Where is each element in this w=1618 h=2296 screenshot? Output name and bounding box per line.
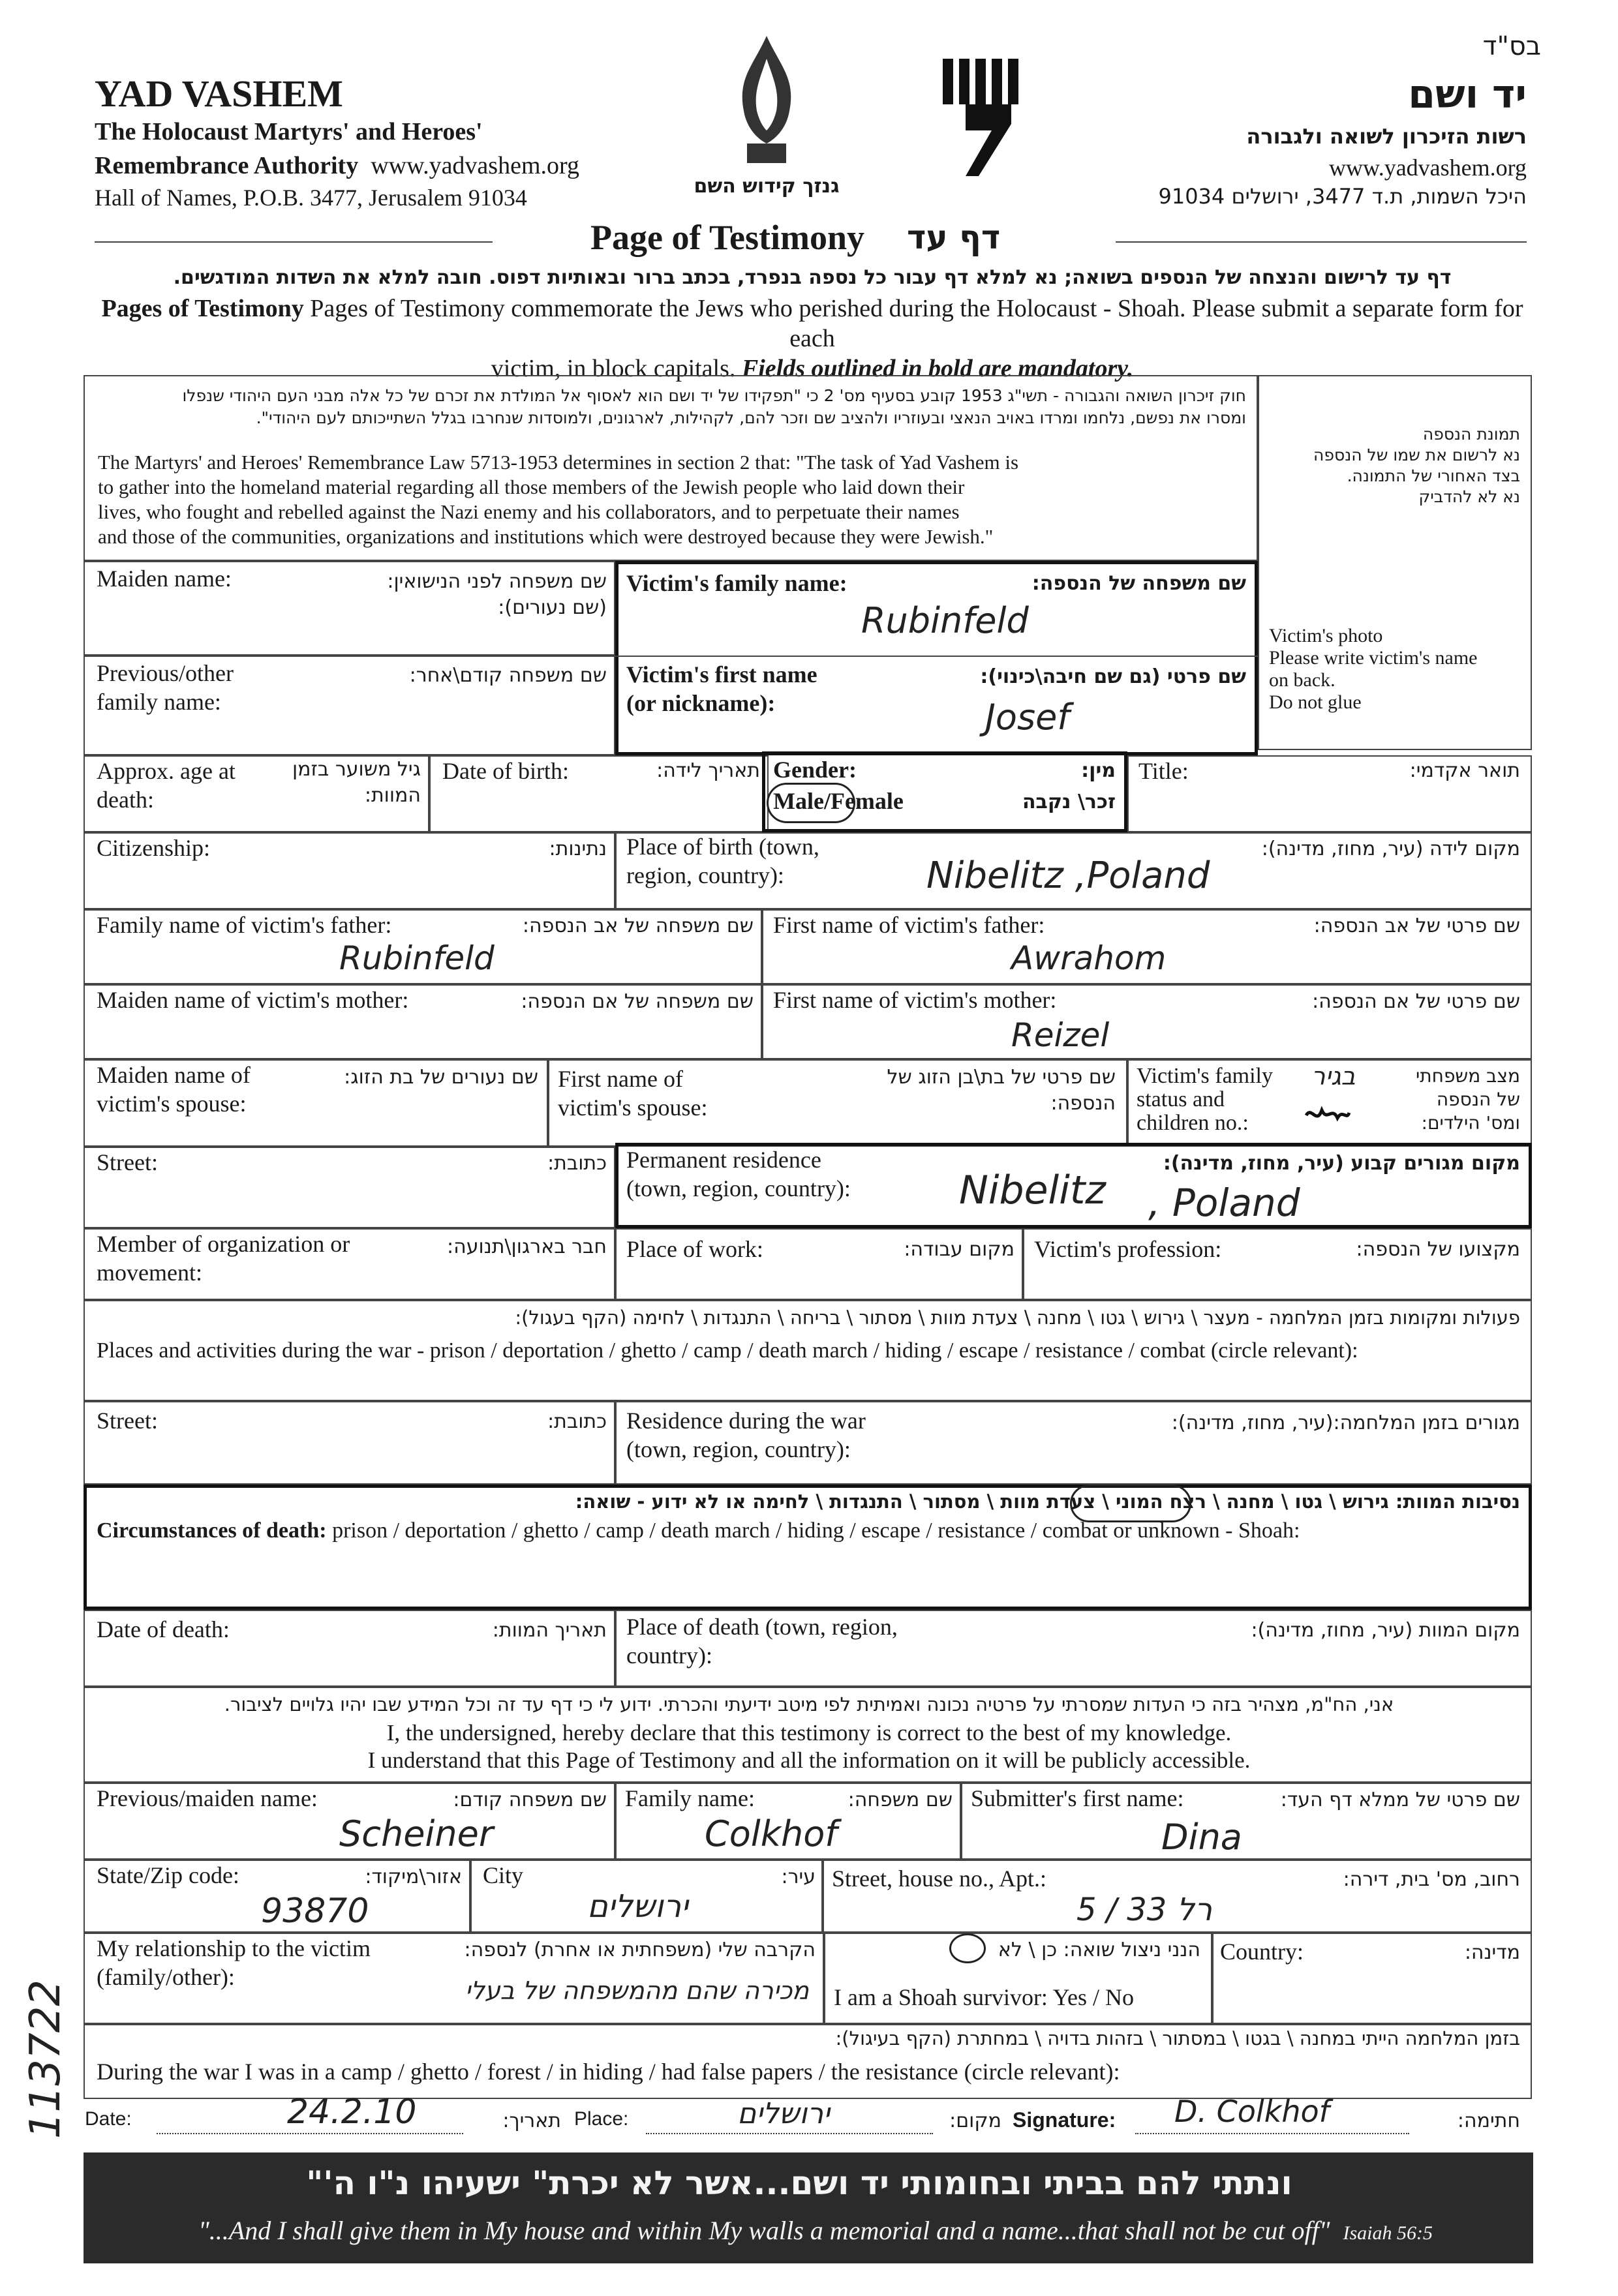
death-date-label-he: תאריך המוות: [492,1619,607,1642]
wartime-residence-label-he: מגורים בזמן המלחמה:(עיר, מחוז, מדינה): [1171,1412,1520,1434]
photo-en-line4: Do not glue [1269,691,1362,713]
quote-banner-en [111,2215,1520,2246]
age-en-line1: Approx. age at [97,758,236,784]
website-link-he[interactable]: www.yadvashem.org [1329,155,1527,181]
family-first-divider [615,656,1258,657]
law-en-line1: The Martyrs' and Heroes' Remembrance Law 5713-1953 determines in section 2 that: "The task of Yad Vashem is [98,451,1019,474]
title-rule-right [1116,241,1527,243]
permanent-residence-value2[interactable]: , Poland [1148,1181,1300,1225]
header-authority-en [95,151,579,180]
rel-en-line2: (family/other): [97,1964,235,1990]
family-status-value[interactable]: בגיר [1311,1062,1356,1091]
declaration-en-line2: I understand that this Page of Testimony and all the information on it will be publicly accessible. [367,1747,1251,1773]
submitter-prev-name-label-he: שם משפחה קודם: [453,1789,607,1811]
spouse-maiden-label [97,1061,251,1118]
law-en-line3: lives, who fought and rebelled against the Nazi enemy and his collaborators, and to perpetuate their names [98,500,960,523]
gender-options[interactable]: Male/Female [773,788,904,814]
member-en-line1: Member of organization or [97,1231,350,1257]
law-he-line1: חוק זיכרון השואה והגבורה - תשי"ג 1953 קובע בסעיף מס' 2 כי "תפקידו של יד ושם הוא לאסוף אל המולדת את זכרם של כל אלה מבני העם היהודי שנפלו [182,386,1246,405]
war-activities-label-he: פעולות ומקומות בזמן המלחמה - מעצר \ גירוש \ גטו \ מחנה \ צעדת מוות \ מסתור \ בריחה \ התנגדות \ לחימה (הקף בעגול): [515,1307,1520,1329]
submitter-street-label-he: רחוב, מס' בית, דירה: [1343,1868,1520,1891]
flame-logo [727,33,806,170]
place-label: Place: [574,2108,629,2130]
submitter-prev-name-value[interactable]: Scheiner [339,1813,494,1854]
mother-first-label: First name of victim's mother: [773,987,1057,1013]
dob-label-he: תאריך לידה: [656,759,760,782]
wartime-residence-label [626,1406,866,1464]
survivor-label-he: הנני ניצול שואה: כן \ לא [998,1939,1200,1961]
first-name-value[interactable]: Josef [985,697,1070,738]
father-family-label: Family name of victim's father: [97,912,392,938]
spouse-maiden-label-he: שם נעורים של בת הזוג: [344,1066,538,1089]
yad-vashem-emblem [939,52,1024,183]
zip-label-he: אזור\מיקוד: [365,1865,462,1888]
first-name-label-he: שם פרטי (גם שם חיבה\כינוי): [980,665,1246,688]
country-label: Country: [1220,1939,1304,1965]
family-status-label [1137,1065,1273,1135]
header-address-he: היכל השמות, ת.ד 3477, ירושלים 91034 [1158,184,1527,209]
war-activities-label: Places and activities during the war - prison / deportation / ghetto / camp / death march / hiding / escape / resistance / combat (circle relevant): [97,1338,1358,1363]
father-first-label: First name of victim's father: [773,912,1045,938]
wartime-street-label-he: כתובת: [547,1410,607,1433]
intro-en-line1: Pages of Testimony commemorate the Jews who perished during the Holocaust - Shoah. Please submit a separate form for each [310,295,1523,352]
wres-en-line1: Residence during the war [626,1408,866,1434]
status-he-line1: מצב משפחתי [1415,1065,1520,1087]
submitter-street-label: Street, house no., Apt.: [832,1865,1046,1892]
status-he-line2: של הנספה [1436,1089,1520,1110]
title-rule-left [95,241,493,243]
submitter-family-value[interactable]: Colkhof [705,1813,838,1854]
spouse-first-he-line1: שם פרטי של בת\בן הזוג של [887,1066,1116,1089]
header-sub-en: The Holocaust Martyrs' and Heroes' [95,118,483,145]
country-label-he: מדינה: [1464,1941,1520,1964]
declaration-he: אני, הח"מ, מצהיר בזה כי העדות שמסרתי על פרטיה נכונה ואמיתית לפי מיטב ידיעתי והכרתי. ידוע לי כי דף עד זה וכל המידע שבו יהיו גלויים לציבור. [224,1693,1394,1715]
father-family-value[interactable]: Rubinfeld [339,939,495,977]
citizenship-label-he: נתינות: [549,838,607,860]
spouse-first-en-line1: First name of [558,1066,683,1092]
profession-label: Victim's profession: [1034,1236,1222,1262]
maiden-name-label: Maiden name: [97,566,232,592]
member-en-line2: movement: [97,1260,202,1286]
profession-label-he: מקצועו של הנספה: [1356,1238,1520,1261]
member-label-he: חבר בארגון\תנועה: [447,1235,607,1258]
logo-caption: גנזך קידוש השם [694,175,840,198]
age-label-he [274,757,421,809]
margin-number: 113722 [22,1979,70,2139]
law-he-line2: ומסרו את נפשם, נלחמו ומרדו באויב הנאצי ובעוזריו ולהציב שם וזכר להם, לקהילות, לארגונים, ולמוסדות שנחרבו בגלל השתייכותם לעם היהודי". [256,408,1246,427]
signature-line [1135,2133,1409,2134]
photo-he [1266,424,1520,507]
first-en-line1: Victim's first name [626,661,817,687]
photo-en-line3: on back. [1269,669,1336,691]
submitter-first-label: Submitter's first name: [971,1785,1184,1811]
header-sub-he: רשות הזיכרון לשואה ולגבורה [1246,124,1527,149]
title-label-he: תואר אקדמי: [1409,759,1520,782]
quote-en-text: "...And I shall give them in My house and within My walls a memorial and a name...that shall not be cut off" [198,2216,1330,2245]
header-address-en: Hall of Names, P.O.B. 3477, Jerusalem 91034 [95,185,527,211]
header-org-en: YAD VASHEM [95,72,343,115]
photo-en-line1: Victim's photo [1269,625,1383,646]
quote-banner-he: ונתתי להם בביתי ובחומותי יד ושם...אשר לא יכרת" ישעיהו נ"ו ה'" [306,2164,1292,2202]
scribble-mark [1305,1102,1351,1127]
status-en-line3: children no.: [1137,1111,1249,1135]
maiden-he-line1: שם משפחה לפני הנישואין: [387,570,607,593]
perm-en-line2: (town, region, country): [626,1175,851,1201]
birthplace-label-he: מקום לידה (עיר, מחוז, מדינה): [1261,838,1520,860]
spouse-first-label [558,1065,707,1122]
street-label: Street: [97,1149,158,1175]
death-date-label: Date of death: [97,1616,230,1642]
gender-label-he: מין: [1081,759,1116,782]
page-title-en: Page of Testimony [590,218,865,257]
gender-options-he[interactable]: זכר\ נקבה [1022,791,1116,813]
father-family-label-he: שם משפחה של אב הנספה: [522,914,754,937]
mother-maiden-label-he: שם משפחה של אם הנספה: [521,990,754,1013]
pob-en-line1: Place of birth (town, [626,834,819,860]
intro-he: דף עד לרישום והנצחה של הנספים בשואה; נא למלא דף עבור כל נספה בנפרד, בכתב ברור ובאותיות דפוס. חובה למלא את השדות המודגשים. [173,266,1452,289]
header-org-he: יד ושם [1408,72,1527,117]
spouse-first-he-line2: הנספה: [1050,1092,1116,1115]
date-line [157,2133,463,2134]
signature-label-he: חתימה: [1457,2109,1520,2132]
intro-en: Pages of Testimony Pages of Testimony commemorate the Jews who perished during the Holocaust - Shoah. Please submit a separate form for each victim, in block capitals. Fields outlined in bold are mandatory. [101,295,1523,382]
mother-first-label-he: שם פרטי של אם הנספה: [1312,990,1520,1013]
family-status-label-he [1390,1065,1520,1135]
dob-label: Date of birth: [442,758,569,784]
status-en-line2: status and [1137,1087,1225,1111]
spouse-maiden-en-line2: victim's spouse: [97,1091,247,1117]
photo-en-line2: Please write victim's name [1269,647,1478,669]
father-first-label-he: שם פרטי של אב הנספה: [1313,914,1520,937]
spouse-first-en-line2: victim's spouse: [558,1095,708,1121]
maiden-name-label-he [352,569,607,621]
law-en-line4: and those of the communities, organizations and institutions which were destroyed because they were Jewish." [98,525,994,548]
member-label [97,1230,350,1287]
law-en [98,450,1246,549]
family-name-value[interactable]: Rubinfeld [861,600,1029,641]
family-name-label-he: שם משפחה של הנספה: [1031,572,1246,595]
gender-label: Gender: [773,757,857,783]
submitter-first-label-he: שם פרטי של ממלא דף העד: [1280,1789,1520,1811]
website-link-en[interactable]: www.yadvashem.org [371,152,579,179]
workplace-label-he: מקום עבודה: [904,1238,1015,1261]
spouse-maiden-en-line1: Maiden name of [97,1062,251,1088]
place-value[interactable]: ירושלים [737,2097,830,2130]
date-label-he: תאריך: [502,2109,561,2132]
city-value[interactable]: ירושלים [587,1888,688,1925]
wartime-street-label: Street: [97,1408,158,1434]
permanent-residence-label-he: מקום מגורים קבוע (עיר, מחוז, מדינה): [1163,1152,1520,1175]
law-en-line2: to gather into the homeland material regarding all those members of the Jewish people who laid down their [98,476,965,498]
place-label-he: מקום: [949,2109,1001,2132]
survivor-no-circled-mark [949,1933,986,1963]
photo-he-line3: בצד האחורי של התמונה. [1347,466,1520,485]
perm-en-line1: Permanent residence [626,1147,821,1173]
place-line [646,2133,933,2134]
title-label: Title: [1138,758,1189,784]
date-label: Date: [85,2108,132,2130]
birthplace-label [626,832,819,890]
death-circumstances-label-he: נסיבות המוות: גירוש \ גטו \ מחנה \ רצח המוני \ צעדת מוות \ מסתור \ התנגדות \ לחימה או לא ידוע - שואה: [575,1490,1520,1513]
relationship-label-he: הקרבה שלי (משפחתית או אחרת) לנספה: [464,1939,816,1961]
zip-label: State/Zip code: [97,1862,239,1888]
signature-label: Signature: [1013,2108,1116,2132]
submitter-family-label-he: שם משפחה: [847,1789,953,1811]
mother-maiden-label: Maiden name of victim's mother: [97,987,409,1013]
submitter-family-label: Family name: [625,1785,755,1811]
signature-value[interactable]: D. Colkhof [1174,2094,1330,2129]
intro-mandatory-note: Fields outlined in bold are mandatory. [741,355,1134,382]
circ-en-bold: Circumstances of death: [97,1518,327,1543]
age-he-line2: המוות: [364,784,421,807]
male-circled-mark [767,783,855,823]
submitter-war-label-he: בזמן המלחמה הייתי במחנה \ בגטו \ במסתור \ בזהות בדויה \ במחתרת (הקף בעיגול): [835,2027,1520,2049]
citizenship-label: Citizenship: [97,835,210,861]
spouse-first-label-he [835,1065,1116,1117]
authority-label: Remembrance Authority [95,152,359,179]
pod-en-line1: Place of death (town, region, [626,1614,898,1640]
family-name-label: Victim's family name: [626,570,847,596]
death-place-label-he: מקום המוות (עיר, מחוז, מדינה): [1251,1619,1520,1642]
death-circumstances-label [97,1518,1300,1543]
status-he-line3: ומס' הילדים: [1421,1112,1520,1134]
photo-en [1269,625,1477,714]
submitter-war-label: During the war I was in a camp / ghetto / forest / in hiding / had false papers / the resistance (circle relevant): [97,2059,1120,2085]
rel-en-line1: My relationship to the victim [97,1935,371,1961]
circ-en-options: prison / deportation / ghetto / camp / death march / hiding / escape / resistance / combat or unknown - Shoah: [332,1518,1300,1543]
photo-he-line4: נא לא להדביק [1418,487,1520,506]
age-en-line2: death: [97,787,154,813]
declaration-en-line1: I, the undersigned, hereby declare that this testimony is correct to the best of my knowledge. [386,1720,1232,1745]
mother-first-value[interactable]: Reizel [1011,1016,1110,1054]
street-label-he: כתובת: [547,1152,607,1175]
previous-name-label-he: שם משפחה קודם\אחר: [409,664,607,687]
status-en-line1: Victim's family [1137,1064,1273,1088]
permanent-residence-label [626,1145,851,1203]
wres-en-line2: (town, region, country): [626,1436,851,1462]
workplace-label: Place of work: [626,1236,763,1262]
corner-mark: בס"ד [1482,31,1541,61]
submitter-prev-name-label: Previous/maiden name: [97,1785,318,1811]
quote-ref: Isaiah 56:5 [1343,2222,1433,2244]
relationship-value[interactable]: מכירה שהם מהמשפחה של בעלי [465,1976,809,2005]
submitter-street-value[interactable]: רל 33 / 5 [1076,1892,1212,1928]
survivor-label[interactable]: I am a Shoah survivor: Yes / No [834,1984,1134,2010]
pob-en-line2: region, country): [626,862,784,888]
declaration-en [98,1719,1520,1774]
intro-en-line2: victim, in block capitals. [491,355,736,382]
previous-name-label [97,659,234,716]
permanent-residence-value1[interactable]: Nibelitz [959,1168,1106,1213]
prev-en-line2: family name: [97,689,221,715]
age-label [97,757,236,814]
maiden-he-line2: (שם נעורים): [498,596,607,619]
zip-value[interactable]: 93870 [261,1892,369,1931]
page-title-he: דף עד [907,219,1001,256]
death-place-label [626,1612,898,1670]
first-name-label [626,660,817,718]
city-label: City [483,1862,524,1888]
submitter-first-value[interactable]: Dina [1161,1817,1242,1858]
father-first-value[interactable]: Awrahom [1011,939,1167,977]
birthplace-value[interactable]: Nibelitz ,Poland [926,854,1210,897]
city-label-he: עיר: [781,1865,816,1888]
first-en-line2: (or nickname): [626,690,776,716]
photo-he-line1: תמונת הנספה [1422,425,1520,444]
prev-en-line1: Previous/other [97,660,234,686]
age-he-line1: גיל משוער בזמן [292,758,421,781]
mass-murder-circled-mark [1070,1485,1191,1522]
date-value[interactable]: 24.2.10 [287,2092,417,2132]
pod-en-line2: country): [626,1642,712,1669]
photo-he-line2: נא לרשום את שמו של הנספה [1313,446,1520,464]
